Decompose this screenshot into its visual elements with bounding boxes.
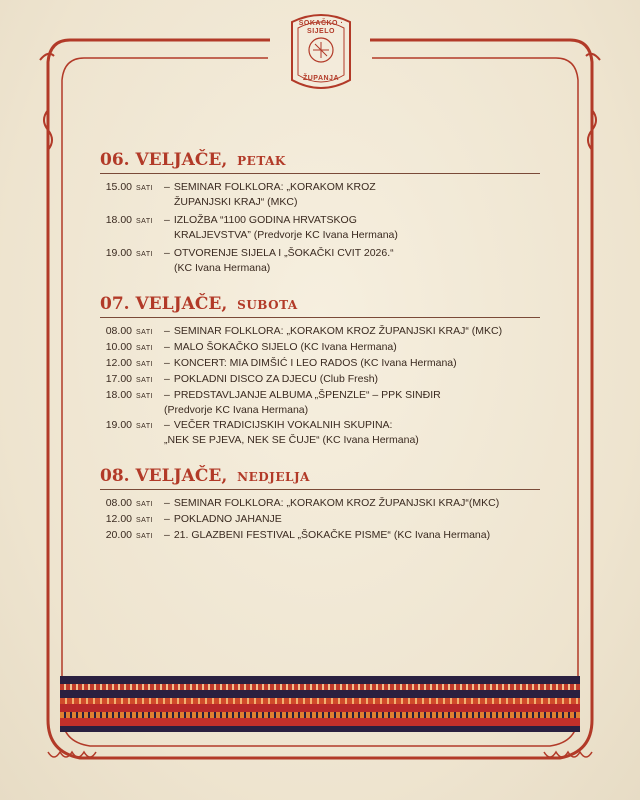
day-heading [100, 294, 540, 318]
event-time: 18.00 [105, 214, 132, 226]
event-row: 18.00 SATI – PREDSTAVLJANJE ALBUMA „ŠPENZLE“ – PPK SINĐIR (Predvorje KC Ivana Hermana) [100, 388, 540, 418]
event-row: 20.00 SATI – 21. GLAZBENI FESTIVAL „ŠOKAČKE PISME“ (KC Ivana Hermana) [100, 528, 540, 544]
event-title: MALO ŠOKAČKO SIJELO (KC Ivana Hermana) [173, 341, 397, 353]
day-heading [100, 150, 540, 174]
event-row: 19.00 SATI – VEČER TRADICIJSKIH VOKALNIH SKUPINA: „NEK SE PJEVA, NEK SE ČUJE“ (KC Ivana Hermana) [100, 418, 540, 448]
event-row: 08.00 SATI – SEMINAR FOLKLORA: „KORAKOM KROZ ŽUPANJSKI KRAJ“(MKC) [100, 496, 540, 512]
event-time-unit: SATI [136, 251, 154, 258]
day-name: NEDJELJA [237, 470, 310, 484]
seal-top-text: ŠOKAČKO · SIJELO [298, 20, 344, 35]
event-title: PREDSTAVLJANJE ALBUMA „ŠPENZLE“ – PPK SINĐIR [173, 389, 441, 401]
event-row: 08.00 SATI – SEMINAR FOLKLORA: „KORAKOM KROZ ŽUPANJSKI KRAJ“ (MKC) [100, 324, 540, 340]
event-title: SEMINAR FOLKLORA: „KORAKOM KROZ [173, 181, 376, 193]
day-date: 06. VELJAČE, [100, 150, 228, 170]
event-time-unit: SATI [136, 423, 154, 430]
day-date: 08. VELJAČE, [100, 466, 228, 486]
event-row: 12.00 SATI – KONCERT: MIA DIMŠIĆ I LEO RADOS (KC Ivana Hermana) [100, 356, 540, 372]
event-time-unit: SATI [136, 361, 154, 368]
day-section [100, 294, 540, 448]
day-name: PETAK [237, 154, 286, 168]
event-title-cont: „NEK SE PJEVA, NEK SE ČUJE“ (KC Ivana Hermana) [164, 434, 419, 446]
event-time-unit: SATI [136, 377, 154, 384]
event-row: 19.00 SATI – OTVORENJE SIJELA I „ŠOKAČKI CVIT 2026.“ (KC Ivana Hermana) [100, 246, 540, 276]
event-time-unit: SATI [136, 218, 154, 225]
event-time-unit: SATI [136, 533, 154, 540]
event-time: 20.00 [105, 529, 132, 541]
event-time-unit: SATI [136, 517, 154, 524]
event-title: IZLOŽBA “1100 GODINA HRVATSKOG [173, 214, 357, 226]
event-time: 08.00 [105, 497, 132, 509]
event-time: 18.00 [105, 389, 132, 401]
event-title: 21. GLAZBENI FESTIVAL „ŠOKAČKE PISME“ (KC Ivana Hermana) [173, 529, 491, 541]
event-time: 08.00 [105, 325, 132, 337]
event-time: 15.00 [105, 181, 132, 193]
event-row: 12.00 SATI – POKLADNO JAHANJE [100, 512, 540, 528]
event-title: KONCERT: MIA DIMŠIĆ I LEO RADOS (KC Ivana Hermana) [173, 357, 457, 369]
event-title-cont: KRALJEVSTVA” (Predvorje KC Ivana Hermana) [174, 229, 398, 241]
day-name: SUBOTA [237, 298, 298, 312]
event-time: 12.00 [105, 513, 132, 525]
event-title-cont: (Predvorje KC Ivana Hermana) [164, 404, 309, 416]
event-title: POKLADNI DISCO ZA DJECU (Club Fresh) [173, 373, 379, 385]
event-time-unit: SATI [136, 501, 154, 508]
woven-pattern-band [60, 676, 580, 736]
day-heading [100, 466, 540, 490]
event-time: 19.00 [105, 419, 132, 431]
event-time-unit: SATI [136, 329, 154, 336]
event-time: 17.00 [105, 373, 132, 385]
event-title: POKLADNO JAHANJE [173, 513, 282, 525]
event-title: SEMINAR FOLKLORA: „KORAKOM KROZ ŽUPANJSKI KRAJ“(MKC) [173, 497, 500, 509]
day-date: 07. VELJAČE, [100, 294, 228, 314]
event-title: SEMINAR FOLKLORA: „KORAKOM KROZ ŽUPANJSKI KRAJ“ (MKC) [173, 325, 503, 337]
day-section [100, 150, 540, 276]
event-time-unit: SATI [136, 345, 154, 352]
seal-bottom-text: ŽUPANJA [302, 75, 340, 82]
event-title-cont: ŽUPANJSKI KRAJ“ (MKC) [174, 196, 298, 208]
event-title: OTVORENJE SIJELA I „ŠOKAČKI CVIT 2026.“ [173, 247, 394, 259]
program-schedule [100, 150, 540, 558]
event-time-unit: SATI [136, 185, 154, 192]
event-time-unit: SATI [136, 393, 154, 400]
event-row: 10.00 SATI – MALO ŠOKAČKO SIJELO (KC Ivana Hermana) [100, 340, 540, 356]
event-time: 19.00 [105, 247, 132, 259]
event-row: 15.00 SATI – SEMINAR FOLKLORA: „KORAKOM KROZ ŽUPANJSKI KRAJ“ (MKC) [100, 180, 540, 210]
event-row: 17.00 SATI – POKLADNI DISCO ZA DJECU (Club Fresh) [100, 372, 540, 388]
event-time: 10.00 [105, 341, 132, 353]
event-row: 18.00 SATI – IZLOŽBA “1100 GODINA HRVATSKOG KRALJEVSTVA” (Predvorje KC Ivana Hermana) [100, 213, 540, 243]
day-section [100, 466, 540, 544]
festival-seal [290, 14, 352, 90]
event-time: 12.00 [105, 357, 132, 369]
event-title-cont: (KC Ivana Hermana) [174, 262, 271, 274]
event-title: VEČER TRADICIJSKIH VOKALNIH SKUPINA: [173, 419, 393, 431]
